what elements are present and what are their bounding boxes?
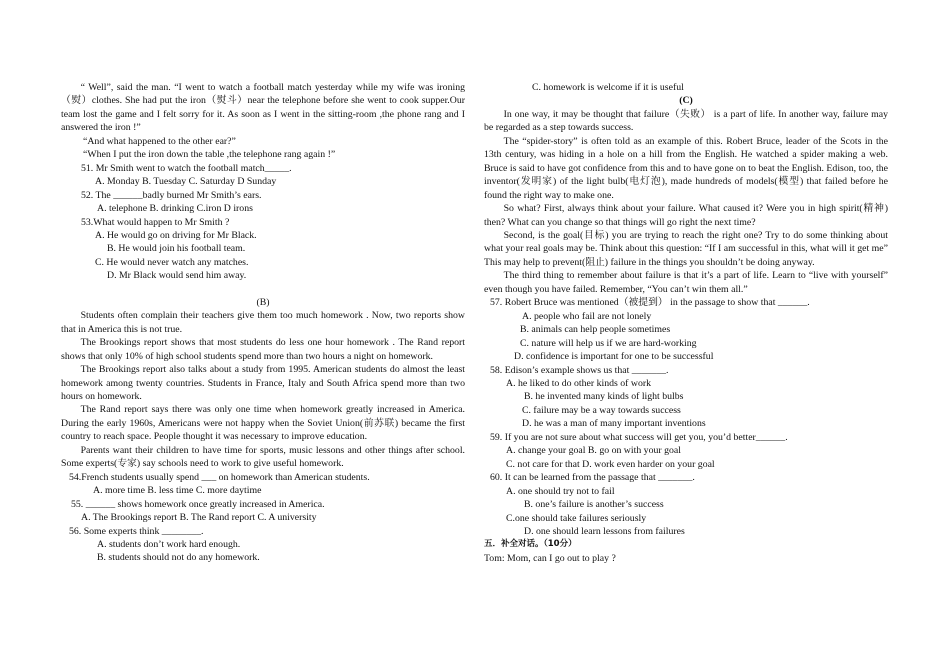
question-line: B. students should not do any homework. [97, 552, 260, 564]
question-line: A. change your goal B. go on with your goal [506, 445, 681, 457]
question-line: C. not care for that D. work even harder on your goal [506, 458, 715, 470]
question-line: 57. Robert Bruce was mentioned（被提到） in the passage to show that ______. [490, 297, 810, 309]
paragraph: Parents want their children to have time for sports, music lessons and other things after school. Some experts(专家) say schools need to work to give useful homework. [61, 444, 465, 470]
paragraph: The third thing to remember about failure is that it’s a part of life. Learn to “live with yourself” even though you have failed. Remember, “You can’t win them all.” [484, 270, 888, 295]
question-line: C. He would never watch any matches. [95, 256, 249, 268]
question-line: B. animals can help people sometimes [520, 324, 671, 336]
question-line: D. confidence is important for one to be successful [514, 351, 714, 363]
question-line: C. nature will help us if we are hard-working [520, 337, 697, 349]
question-line: C. failure may be a way towards success [522, 404, 681, 416]
question-line: 58. Edison’s example shows us that _______. [490, 364, 669, 376]
paragraph: The “spider-story” is often told as an example of this. Robert Bruce, leader of the Scots in the 13th century, was hiding in a hole on a hill from the English. He watched a spider making a web. Bruce is said to have got confidence from this and to have gone on to beat the English. Edison, too, the inventor(发明家) of the light bulb(电灯泡), made hundreds of models(模型) that failed before he found the right way to make one. [484, 135, 888, 201]
section-heading: (B) [256, 296, 270, 308]
question-line: 59. If you are not sure about what success will get you, you’d better______. [490, 431, 788, 443]
paragraph: Students often complain their teachers give them too much homework . Now, two reports show that in America this is not true. [61, 310, 465, 335]
question-line: “And what happened to the other ear?” [83, 135, 236, 147]
paragraph: The Brookings report also talks about a study from 1995. American students do almost the least homework among twenty countries. Students in France, Italy and South Africa spend more than two hours on homework. [61, 364, 465, 402]
question-line: B. He would join his football team. [107, 243, 246, 255]
paragraph: So what? First, always think about your failure. What caused it? Were you in high spirit(精神) then? What can you change so that things will go right the next time? [484, 203, 888, 228]
question-line: 51. Mr Smith went to watch the football match_____. [81, 162, 292, 174]
question-line: A. The Brookings report B. The Rand report C. A university [81, 512, 317, 524]
spacer [61, 283, 465, 296]
question-line: A. people who fail are not lonely [522, 310, 652, 322]
question-line: D. one should learn lessons from failures [524, 525, 685, 537]
question-line: C.one should take failures seriously [506, 512, 647, 524]
question-line: B. he invented many kinds of light bulbs [524, 391, 684, 403]
question-line: “When I put the iron down the table ,the telephone rang again !” [83, 149, 336, 161]
part-heading: 五．补全对话。（10分） [484, 539, 577, 550]
paragraph: The Brookings report shows that most students do less one hour homework . The Rand report shows that only 10% of high school students spend more than two hours a night on homework. [61, 337, 465, 362]
question-line: 56. Some experts think ________. [69, 525, 204, 537]
question-line: A. one should try not to fail [506, 485, 615, 497]
paragraph: The Rand report says there was only one time when homework greatly increased in America. During the early 1960s, Americans were not happy when the Soviet Union(前苏联) became the first country to reach space. People thought it was necessary to improve education. [61, 404, 465, 443]
paragraph: “ Well”, said the man. “I went to watch a football match yesterday while my wife was ironing（熨）clothes. She had put the iron（熨斗）near the telephone before she went to cook supper.Our team lost the game and I felt sorry for it. As soon as I went in the sitting-room ,the phone rang and I answered the iron !” [61, 82, 465, 134]
question-line: Tom: Mom, can I go out to play ? [484, 552, 616, 564]
question-line: 54.French students usually spend ___ on homework than American students. [69, 471, 370, 483]
question-line: 55. ______ shows homework once greatly increased in America. [71, 498, 325, 510]
section-heading: (C) [679, 95, 693, 107]
paragraph: In one way, it may be thought that failure（失败） is a part of life. In another way, failure may be regarded as a step towards success. [484, 108, 888, 134]
question-line: B. one’s failure is another’s success [524, 499, 664, 511]
question-line: 53.What would happen to Mr Smith ? [81, 216, 230, 228]
question-line: A. telephone B. drinking C.iron D irons [97, 203, 253, 215]
left-column [61, 81, 465, 565]
question-line: D. he was a man of many important inventions [522, 418, 706, 430]
question-line: A. more time B. less time C. more daytime [93, 485, 262, 497]
question-line: D. Mr Black would send him away. [107, 270, 247, 282]
question-line: A. Monday B. Tuesday C. Saturday D Sunday [95, 176, 277, 188]
question-line: 52. The ______badly burned Mr Smith’s ears. [81, 189, 262, 201]
question-line: A. he liked to do other kinds of work [506, 377, 652, 389]
question-line: A. He would go on driving for Mr Black. [95, 229, 257, 241]
right-column [484, 81, 888, 565]
question-line: 60. It can be learned from the passage that _______. [490, 472, 695, 484]
paragraph: Second, is the goal(目标) you are trying to reach the right one? Try to do some thinking about what your real goals may be. Think about this question: “If I am successful in this, what will it get me” This may help to prevent(阻止) failure in the things you shouldn’t be doing anyway. [484, 229, 888, 268]
question-line: C. homework is welcome if it is useful [532, 82, 684, 93]
question-line: A. students don’t work hard enough. [97, 538, 241, 550]
